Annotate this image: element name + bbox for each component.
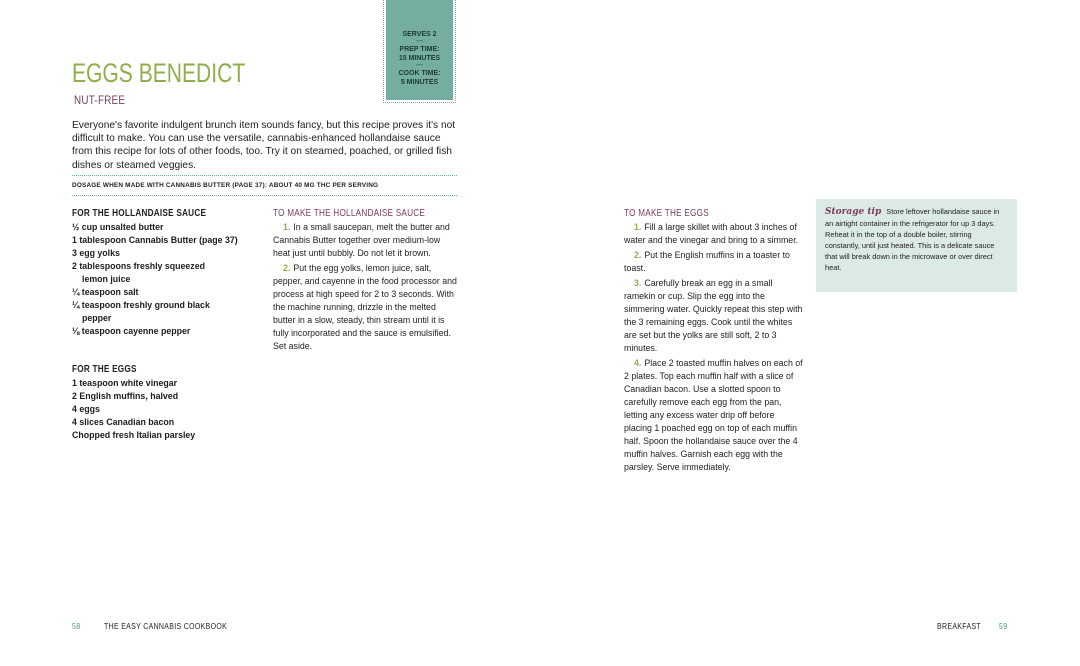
ingredients-sauce-heading: FOR THE HOLLANDAISE SAUCE <box>72 207 207 219</box>
badge-separator: — <box>416 38 423 45</box>
step-number: 2. <box>283 263 291 273</box>
badge-separator: — <box>416 62 423 69</box>
ingredient-item: 2 English muffins, halved <box>72 391 179 401</box>
prep-time-value: 15 MINUTES <box>398 55 441 62</box>
recipe-info-badge <box>383 0 456 103</box>
step-text: Place 2 toasted muffin halves on each of 2 plates. Top each muffin half with a slice of Canadian bacon. Use a slotted spoon to carefully remove each egg from the pan, letting any excess water drip off before placing 1 poached egg on top of each muffin half. Spoon the hollandaise sauce over the 4 muffin halves. Garnish each egg with the parsley. Serve immediately. <box>624 358 803 472</box>
step-number: 2. <box>634 250 642 260</box>
ingredients-sauce <box>72 207 252 338</box>
dotted-divider <box>72 195 457 196</box>
step-text: In a small saucepan, melt the butter and Cannabis Butter together over medium-low heat just until bubbly. Do not let it brown. <box>273 222 450 258</box>
ingredients-eggs <box>72 363 252 442</box>
ingredient-item: 1 teaspoon white vinegar <box>72 378 178 388</box>
method-step <box>624 249 804 275</box>
ingredient-item: ¼ teaspoon salt <box>72 287 139 297</box>
step-number: 1. <box>634 222 642 232</box>
section-footer: BREAKFAST <box>937 621 982 631</box>
sauce-method-heading: TO MAKE THE HOLLANDAISE SAUCE <box>273 207 426 219</box>
sauce-method <box>273 207 459 355</box>
ingredient-item: 3 egg yolks <box>72 248 120 258</box>
dosage-note: DOSAGE WHEN MADE WITH CANNABIS BUTTER (PAGE 37): ABOUT 40 MG THC PER SERVING <box>72 182 379 189</box>
recipe-subtitle: NUT-FREE <box>74 93 126 107</box>
method-step <box>624 357 804 474</box>
step-number: 3. <box>634 278 642 288</box>
right-page-number: 59 <box>999 621 1008 631</box>
ingredient-item: 2 tablespoons freshly squeezed lemon juice <box>72 261 205 284</box>
storage-tip-text: Store leftover hollandaise sauce in an airtight container in the refrigerator for up 3 days. Reheat it in the top of a double boiler, stirring constantly, until just heated. This is a delicate sauce that will break down in the microwave or over direct heat. <box>825 207 1000 272</box>
ingredient-item: 4 eggs <box>72 404 100 414</box>
ingredient-item: Chopped fresh Italian parsley <box>72 430 196 440</box>
method-step <box>273 262 459 353</box>
cook-time-label: COOK TIME: <box>398 70 441 77</box>
eggs-method-heading: TO MAKE THE EGGS <box>624 207 709 219</box>
dotted-divider <box>72 175 457 176</box>
step-text: Put the English muffins in a toaster to toast. <box>624 250 790 273</box>
ingredient-item: ½ cup unsalted butter <box>72 222 164 232</box>
badge-panel <box>386 0 453 100</box>
ingredient-item: 4 slices Canadian bacon <box>72 417 175 427</box>
ingredients-eggs-heading: FOR THE EGGS <box>72 363 137 375</box>
step-number: 4. <box>634 358 642 368</box>
recipe-intro: Everyone's favorite indulgent brunch item sounds fancy, but this recipe proves it's not difficult to make. You can use the versatile, cannabis-enhanced hollandaise sauce from this recipe for lots of other foods, too. Try it on steamed, poached, or grilled fish dishes or steamed veggies. <box>72 120 456 171</box>
step-text: Fill a large skillet with about 3 inches of water and the vinegar and bring to a simmer. <box>624 222 799 245</box>
book-title-footer: THE EASY CANNABIS COOKBOOK <box>104 621 228 631</box>
ingredient-item: 1 tablespoon Cannabis Butter (page 37) <box>72 235 238 245</box>
storage-tip-label: Storage tip <box>825 207 882 217</box>
recipe-title: EGGS BENEDICT <box>72 58 246 88</box>
eggs-method <box>624 207 804 476</box>
serves-label: SERVES 2 <box>402 31 437 38</box>
method-step <box>273 221 459 260</box>
method-step <box>624 221 804 247</box>
ingredient-item: ¼ teaspoon freshly ground black pepper <box>72 300 210 323</box>
step-number: 1. <box>283 222 291 232</box>
step-text: Put the egg yolks, lemon juice, salt, pepper, and cayenne in the food processor and process at high speed for 2 to 3 seconds. With the machine running, drizzle in the melted butter in a slow, steady, thin stream until it is fully incorporated and the sauce is emulsified. Set aside. <box>273 263 457 351</box>
storage-tip-box <box>816 199 1017 292</box>
ingredient-item: ⅛ teaspoon cayenne pepper <box>72 326 191 336</box>
cook-time-value: 5 MINUTES <box>400 79 439 86</box>
method-step <box>624 277 804 355</box>
left-page-number: 58 <box>72 621 81 631</box>
step-text: Carefully break an egg in a small ramekin or cup. Slip the egg into the simmering water. Quickly repeat this step with the 3 remaining eggs. Cook until the whites are set but the yolks are still soft, 2 to 3 minutes. <box>624 278 803 353</box>
prep-time-label: PREP TIME: <box>399 46 440 53</box>
